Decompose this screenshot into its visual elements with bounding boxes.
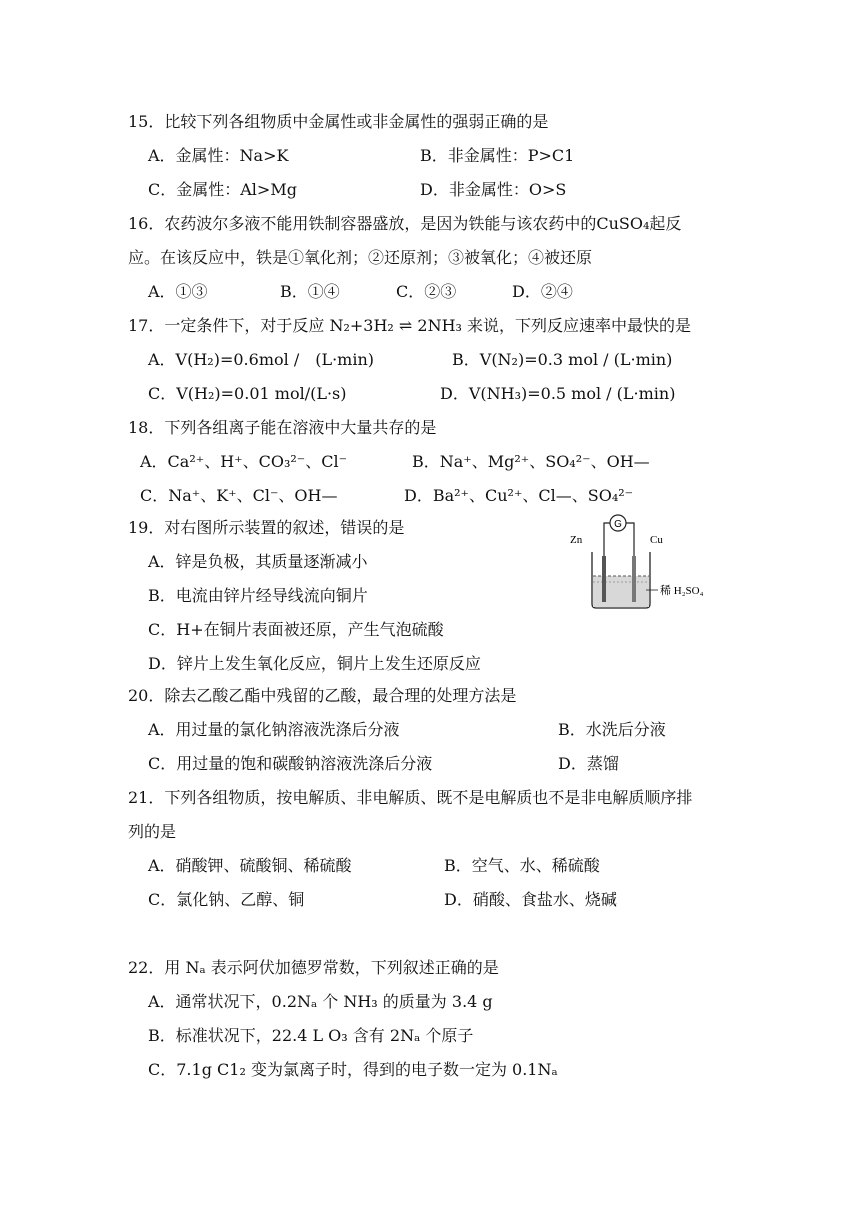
question-19 — [128, 518, 404, 538]
question-stem: 对右图所示装置的叙述，错误的是 — [164, 518, 405, 537]
option-d: D．硝酸、食盐水、烧碱 — [444, 890, 617, 909]
option-d: D．Ba²⁺、Cu²⁺、Cl—、SO₄²⁻ — [404, 486, 634, 505]
option-b: B．V(N₂)=0.3 mol / (L·min) — [452, 350, 673, 369]
question-15 — [128, 112, 548, 132]
zinc-label: Zn — [570, 534, 583, 546]
right-wire — [626, 523, 634, 556]
question-16 — [128, 214, 681, 234]
solution — [593, 576, 649, 607]
meter-label: G — [614, 519, 622, 530]
question-number: 16． — [128, 214, 165, 233]
question-stem: 一定条件下，对于反应 N₂+3H₂ ⇌ 2NH₃ 来说，下列反应速率中最快的是 — [164, 316, 692, 335]
option-b: B．Na⁺、Mg²⁺、SO₄²⁻、OH— — [412, 452, 650, 471]
question-stem: 除去乙酸乙酯中残留的乙酸，最合理的处理方法是 — [164, 686, 517, 705]
option-a: A．V(H₂)=0.6mol / (L·min) — [148, 350, 375, 369]
option-b: B．空气、水、稀硫酸 — [444, 856, 600, 875]
question-stem: 比较下列各组物质中金属性或非金属性的强弱正确的是 — [164, 112, 549, 131]
option-b: B．①④ — [280, 282, 340, 301]
question-number: 18． — [128, 418, 165, 437]
question-number: 20． — [128, 686, 165, 705]
option-d: D．V(NH₃)=0.5 mol / (L·min) — [440, 384, 676, 403]
zinc-electrode — [602, 556, 606, 602]
option-b: B．电流由锌片经导线流向铜片 — [148, 586, 368, 605]
option-c: C．H+在铜片表面被还原，产生气泡硫酸 — [148, 620, 444, 639]
option-a: A．通常状况下，0.2Nₐ 个 NH₃ 的质量为 3.4 g — [148, 992, 493, 1011]
option-c: C．②③ — [396, 282, 457, 301]
option-a: A．①③ — [148, 282, 208, 301]
option-c: C．金属性：Al>Mg — [148, 180, 297, 199]
option-d: D．蒸馏 — [558, 754, 619, 773]
left-wire — [604, 523, 610, 556]
question-number: 21． — [128, 788, 165, 807]
option-c: C．V(H₂)=0.01 mol/(L·s) — [148, 384, 347, 403]
solution-label: 稀 H₂SO₄ — [660, 585, 704, 597]
question-number: 19． — [128, 518, 165, 537]
option-c: C．用过量的饱和碳酸钠溶液洗涤后分液 — [148, 754, 433, 773]
option-b: B．标准状况下，22.4 L O₃ 含有 2Nₐ 个原子 — [148, 1026, 474, 1045]
question-number: 22． — [128, 958, 165, 977]
question-stem-continued: 列的是 — [128, 822, 177, 841]
option-d: D．锌片上发生氧化反应，铜片上发生还原反应 — [148, 654, 481, 673]
option-c: C．氯化钠、乙醇、铜 — [148, 890, 305, 909]
question-17 — [128, 316, 691, 336]
option-c: C．Na⁺、K⁺、Cl⁻、OH— — [140, 486, 338, 505]
option-a: A．金属性：Na>K — [148, 146, 289, 165]
option-a: A．Ca²⁺、H⁺、CO₃²⁻、Cl⁻ — [140, 452, 348, 471]
question-22 — [128, 958, 499, 978]
option-b: B．非金属性：P>C1 — [420, 146, 575, 165]
copper-electrode — [632, 556, 636, 602]
question-stem: 农药波尔多液不能用铁制容器盛放，是因为铁能与该农药中的CuSO₄起反 — [164, 214, 682, 233]
question-stem: 下列各组离子能在溶液中大量共存的是 — [164, 418, 437, 437]
question-stem: 用 Nₐ 表示阿伏加德罗常数，下列叙述正确的是 — [164, 958, 499, 977]
question-stem-continued: 应。在该反应中，铁是①氧化剂；②还原剂；③被氧化；④被还原 — [128, 248, 593, 267]
question-number: 17． — [128, 316, 165, 335]
option-c: C．7.1g C1₂ 变为氯离子时，得到的电子数一定为 0.1Nₐ — [148, 1060, 558, 1079]
question-21 — [128, 788, 692, 808]
option-b: B．水洗后分液 — [558, 720, 666, 739]
question-stem: 下列各组物质，按电解质、非电解质、既不是电解质也不是非电解质顺序排 — [164, 788, 693, 807]
option-a: A．硝酸钾、硫酸铜、稀硫酸 — [148, 856, 352, 875]
question-20 — [128, 686, 516, 706]
option-a: A．锌是负极，其质量逐渐减小 — [148, 552, 368, 571]
question-number: 15． — [128, 112, 165, 131]
question-18 — [128, 418, 436, 438]
option-d: D．②④ — [512, 282, 573, 301]
option-a: A．用过量的氯化钠溶液洗涤后分液 — [148, 720, 400, 739]
option-d: D．非金属性：O>S — [420, 180, 567, 199]
galvanic-cell-figure — [566, 510, 728, 610]
copper-label: Cu — [650, 534, 663, 546]
